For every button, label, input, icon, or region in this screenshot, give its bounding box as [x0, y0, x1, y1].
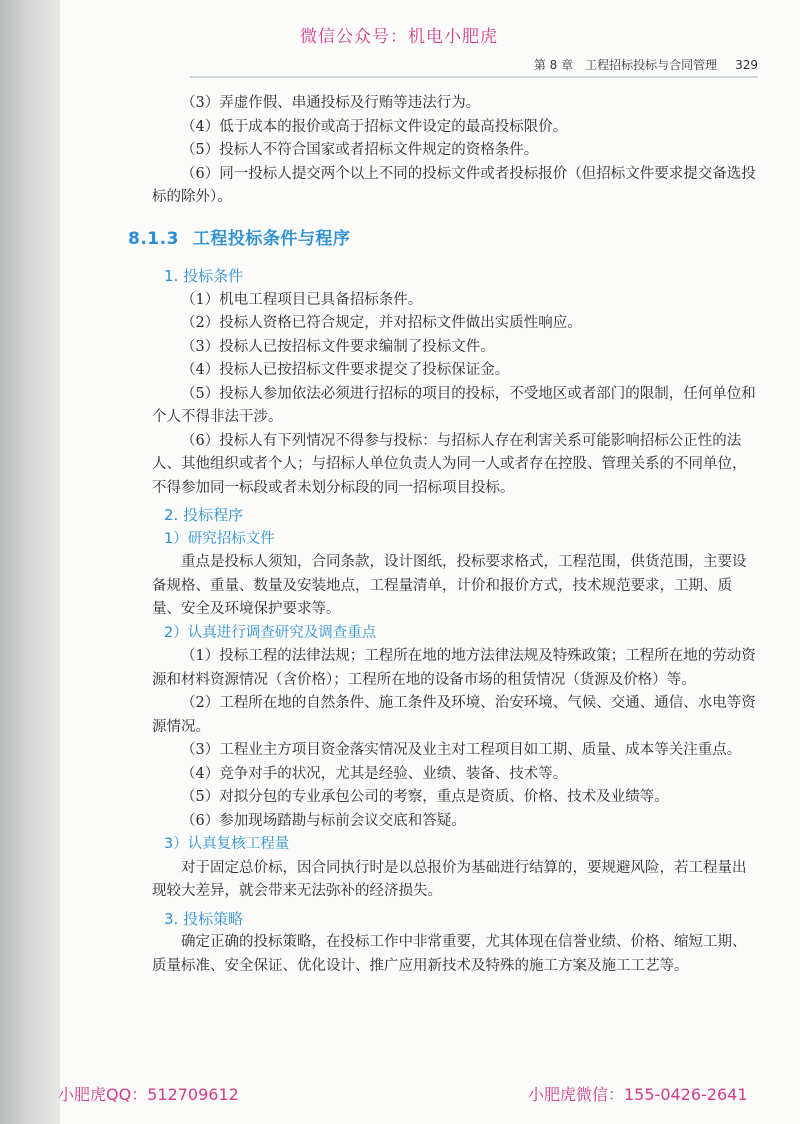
intro-item: （3）弄虚作假、串通投标及行贿等违法行为。	[181, 95, 481, 111]
intro-item: （6）同一投标人提交两个以上不同的投标文件或者投标报价（但招标文件要求提交备选投标的除外）。	[152, 165, 756, 205]
page-gutter-shadow	[0, 0, 60, 1124]
section-number: 8.1.3	[128, 228, 179, 249]
subheading-strategy: 3. 投标策略	[164, 909, 244, 928]
paragraph-quantities: 对于固定总价标，因合同执行时是以总报价为基础进行结算的，要规避风险，若工程量出现较大差异，就会带来无法弥补的经济损失。	[152, 859, 747, 899]
intro-item: （5）投标人不符合国家或者招标文件规定的资格条件。	[181, 142, 539, 158]
paragraph-strategy: 确定正确的投标策略，在投标工作中非常重要，尤其体现在信誉业绩、价格、缩短工期、质量标准、安全保证、优化设计、推广应用新技术及特殊的施工方案及施工工艺等。	[152, 934, 747, 974]
page-number: 329	[735, 58, 758, 72]
survey-item: （4）竞争对手的状况，尤其是经验、业绩、装备、技术等。	[181, 765, 568, 782]
survey-item: （2）工程所在地的自然条件、施工条件及环境、治安环境、气候、交通、通信、水电等资源情况。	[152, 695, 756, 735]
condition-item: （3）投标人已按招标文件要求编制了投标文件。	[181, 338, 495, 355]
subheading-procedure: 2. 投标程序	[164, 506, 244, 524]
running-head	[534, 56, 758, 73]
watermark-wechat: 小肥虎微信：155-0426-2641	[528, 1085, 748, 1104]
paragraph-study: 重点是投标人须知，合同条款，设计图纸，投标要求格式，工程范围，供货范围，主要设备规格、重量、数量及安装地点，工程量清单，计价和报价方式，技术规范要求，工期、质量、安全及环境保护要求等。	[152, 554, 747, 617]
watermark-top: 微信公众号：机电小肥虎	[300, 27, 498, 47]
chapter-title: 第 8 章 工程招标投标与合同管理	[533, 58, 718, 72]
subsubheading-survey: 2）认真进行调查研究及调查重点	[164, 624, 377, 641]
section-title: 工程投标条件与程序	[192, 228, 351, 249]
watermark-qq: 小肥虎QQ：512709612	[58, 1085, 239, 1104]
survey-item: （3）工程业主方项目资金落实情况及业主对工程项目如工期、质量、成本等关注重点。	[181, 742, 742, 758]
subsubheading-quantities: 3）认真复核工程量	[164, 836, 290, 852]
condition-item: （2）投标人资格已符合规定，并对招标文件做出实质性响应。	[181, 315, 582, 331]
survey-item: （5）对拟分包的专业承包公司的考察，重点是资质、价格、技术及业绩等。	[181, 789, 669, 805]
condition-item: （4）投标人已按招标文件要求提交了投标保证金。	[181, 362, 510, 378]
subheading-conditions: 1. 投标条件	[164, 267, 244, 285]
intro-item: （4）低于成本的报价或高于招标文件设定的最高投标限价。	[181, 118, 568, 135]
condition-item: （5）投标人参加依法必须进行招标的项目的投标，不受地区或者部门的限制，任何单位和个人不得非法干涉。	[152, 385, 756, 425]
subsubheading-study: 1）研究招标文件	[164, 530, 275, 547]
page-body	[128, 92, 758, 978]
header-rule	[190, 76, 758, 78]
condition-item: （1）机电工程项目已具备招标条件。	[181, 291, 423, 308]
section-heading	[128, 228, 758, 252]
condition-item: （6）投标人有下列情况不得参与投标：与招标人存在利害关系可能影响招标公正性的法人、其他组织或者个人；与招标人单位负责人为同一人或者存在控股、管理关系的不同单位，不得参加同一标段或者未划分标段的同一招标项目投标。	[152, 432, 747, 496]
survey-item: （6）参加现场踏勘与标前会议交底和答疑。	[181, 812, 466, 829]
survey-item: （1）投标工程的法律法规；工程所在地的地方法律法规及特殊政策；工程所在地的劳动资源和材料资源情况（含价格）；工程所在地的设备市场的租赁情况（货源及价格）等。	[152, 648, 756, 688]
